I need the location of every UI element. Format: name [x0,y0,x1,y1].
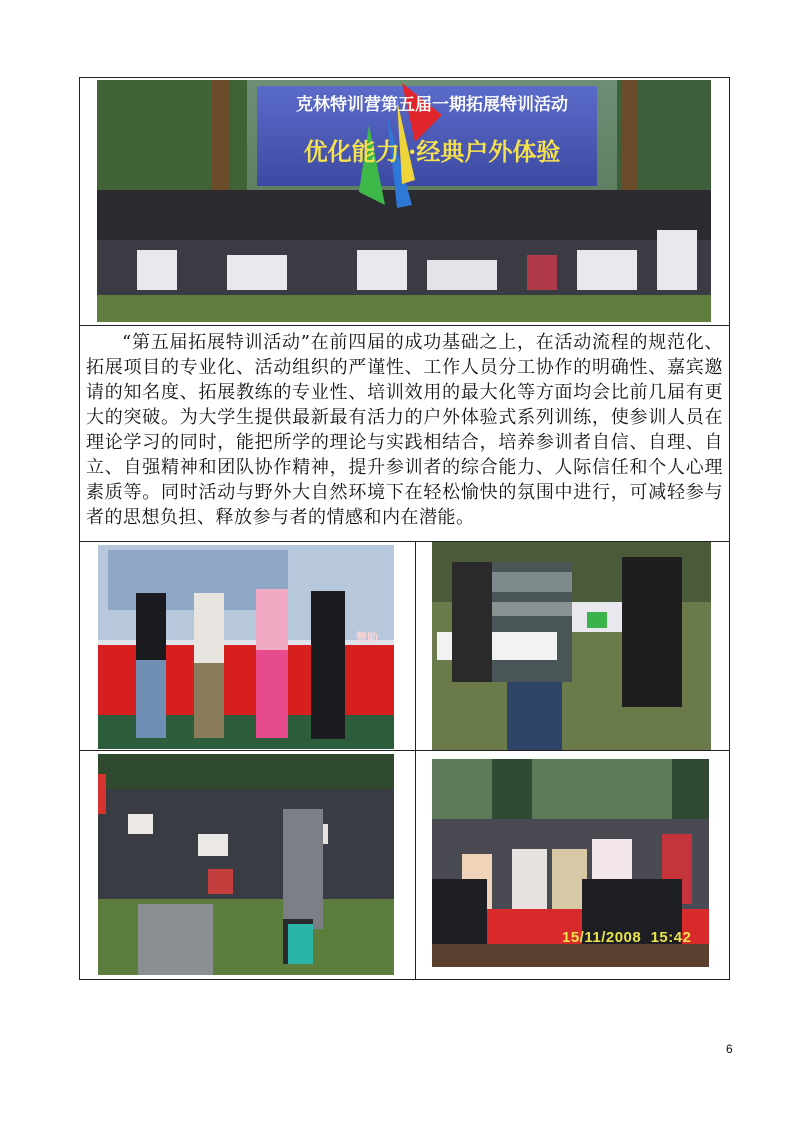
banner-line2: 优化能力 ·经典户外体验 [303,137,561,166]
group-photo [97,80,711,322]
banner-line1: 克林特训营第五届一期拓展特训活动 [296,95,568,115]
activity-photo [432,542,711,750]
stage-sign-text: 赞助 [356,631,378,644]
description-paragraph: “第五届拓展特训活动”在前四届的成功基础之上，在活动流程的规范化、拓展项目的专业化、活动组织的严谨性、工作人员分工协作的明确性、嘉宾邀请的知名度、拓展教练的专业性、培训效用的最大化等方面均会比前几届有更大的突破。为大学生提供最新最有活力的户外体验式系列训练，使参训人员在理论学习的同时，能把所学的理论与实践相结合，培养参训者自信、自理、自立、自强精神和团队协作精神，提升参训者的综合能力、人际信任和个人心理素质等。同时活动与野外大自然环境下在轻松愉快的氛围中进行，可减轻参与者的思想负担、释放参与者的情感和内在潜能。 [86,332,723,528]
audience-photo [98,754,394,975]
photo-timestamp: 15/11/2008 15:42 [562,929,692,946]
content-table [79,77,730,980]
page-number: 6 [726,1042,733,1056]
timestamped-photo [432,759,709,967]
stage-photo [98,545,394,749]
